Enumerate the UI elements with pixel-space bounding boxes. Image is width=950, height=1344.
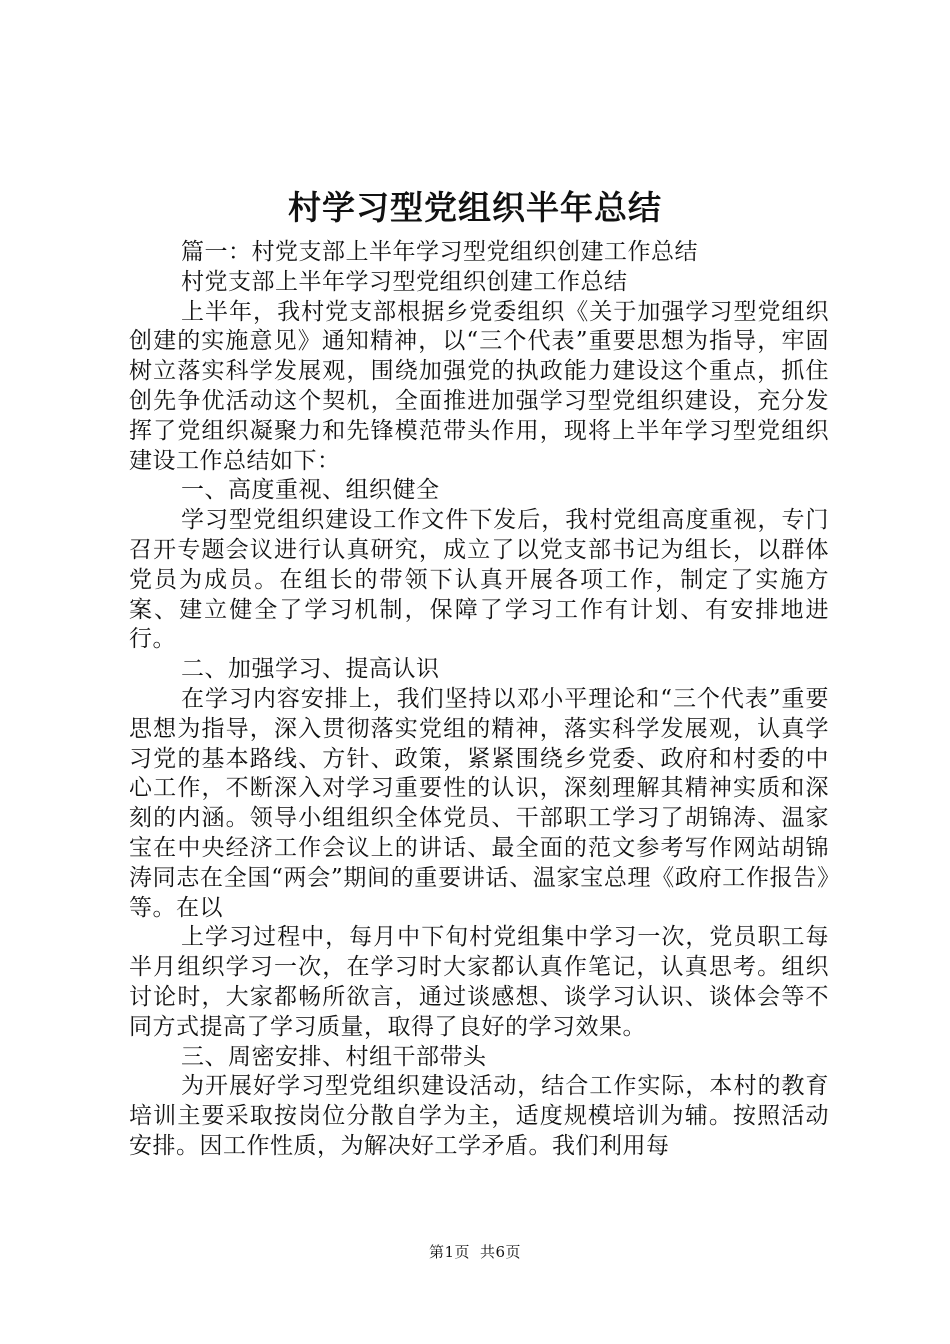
section-heading-one: 一、高度重视、组织健全	[181, 477, 440, 504]
document-body	[129, 238, 829, 1162]
document-title: 村学习型党组织半年总结	[288, 188, 662, 227]
paragraph-study-process: 上学习过程中，每月中下旬村党组集中学习一次，党员职工每半月组织学习一次，在学习时大家都认真作笔记，认真思考。组织讨论时，大家都畅所欲言，通过谈感想、谈学习认识、谈体会等不同方式提高了学习质量，取得了良好的学习效果。	[129, 924, 829, 1040]
section-heading-two: 二、加强学习、提高认识	[181, 656, 440, 683]
paragraph-organization: 学习型党组织建设工作文件下发后，我村党组高度重视，专门召开专题会议进行认真研究，成立了以党支部书记为组长，以群体党员为成员。在组长的带领下认真开展各项工作，制定了实施方案、建立健全了学习机制，保障了学习工作有计划、有安排地进行。	[129, 507, 829, 653]
section-heading-three: 三、周密安排、村组干部带头	[181, 1043, 487, 1070]
page-number: 第1页	[428, 1243, 470, 1261]
page-total: 共6页	[480, 1243, 522, 1261]
paragraph-study-content: 在学习内容安排上，我们坚持以邓小平理论和“三个代表”重要思想为指导，深入贯彻落实党组的精神，落实科学发展观，认真学习党的基本路线、方针、政策，紧紧围绕乡党委、政府和村委的中心工作，不断深入对学习重要性的认识，深刻理解其精神实质和深刻的内涵。领导小组组织全体党员、干部职工学习了胡锦涛、温家宝在中央经济工作会议上的讲话、最全面的范文参考写作网站胡锦涛同志在全国“两会”期间的重要讲话、温家宝总理《政府工作报告》等。在以	[129, 685, 829, 921]
section-heading-article-one: 篇一：村党支部上半年学习型党组织创建工作总结	[181, 239, 698, 265]
paragraph-intro: 上半年，我村党支部根据乡党委组织《关于加强学习型党组织创建的实施意见》通知精神，以“三个代表”重要思想为指导，牢固树立落实科学发展观，围绕加强党的执政能力建设这个重点，抓住创先争优活动这个契机，全面推进加强学习型党组织建设，充分发挥了党组织凝聚力和先锋模范带头作用，现将上半年学习型党组织建设工作总结如下：	[129, 298, 829, 474]
subtitle: 村党支部上半年学习型党组织创建工作总结	[181, 268, 628, 295]
page-footer	[0, 1242, 950, 1262]
paragraph-arrangement: 为开展好学习型党组织建设活动，结合工作实际，本村的教育培训主要采取按岗位分散自学为主，适度规模培训为辅。按照活动安排。因工作性质，为解决好工学矛盾。我们利用每	[129, 1073, 829, 1159]
